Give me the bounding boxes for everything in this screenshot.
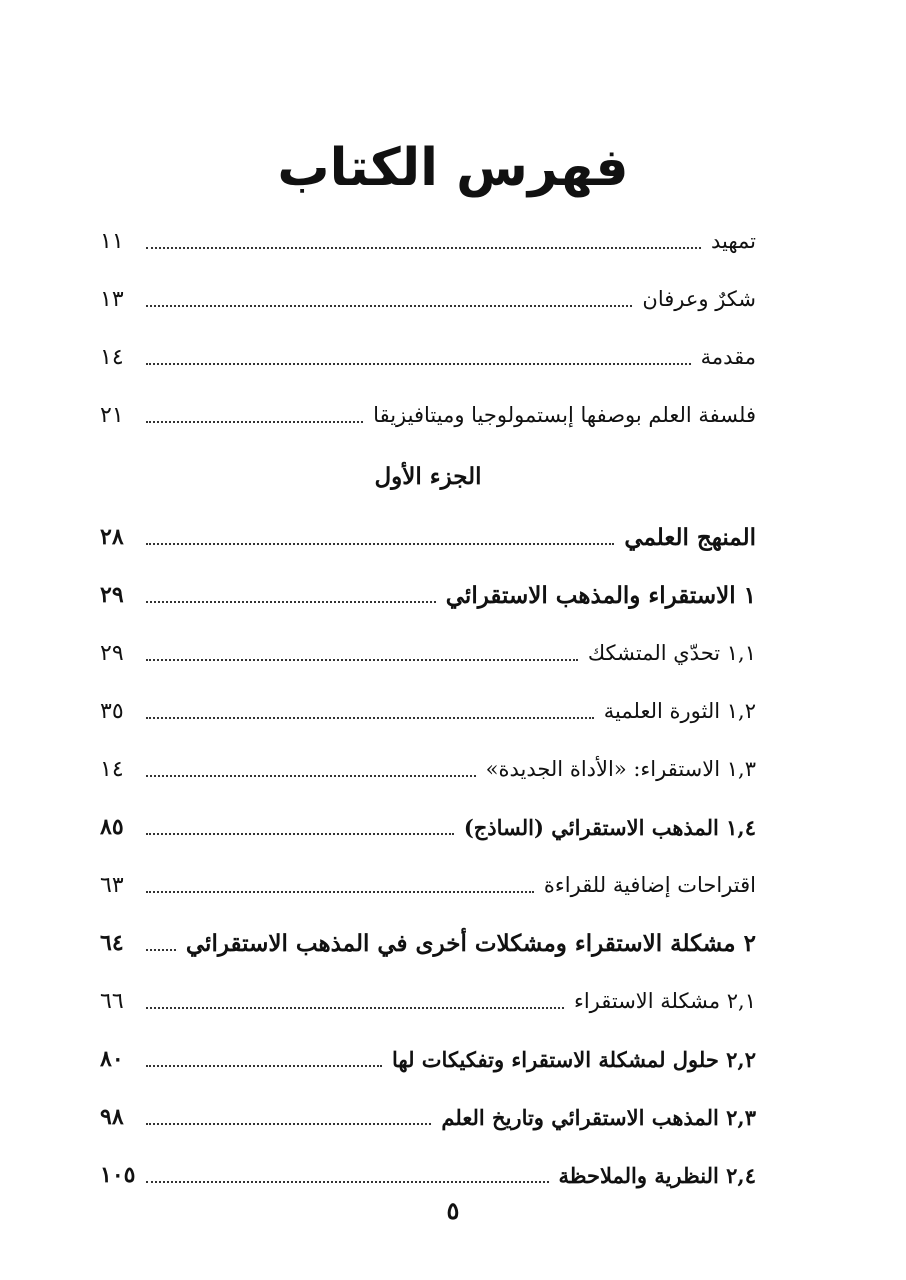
toc-entry-label: اقتراحات إضافية للقراءة: [543, 873, 756, 897]
toc-entry-section-1-3[interactable]: [100, 740, 756, 798]
toc-entry-label: ٢,٣ المذهب الاستقرائي وتاريخ العلم: [441, 1104, 756, 1130]
toc-entry-scientific-method[interactable]: [100, 508, 756, 566]
dot-leader: [146, 1181, 549, 1183]
toc-entry-label: ٢,٤ النظرية والملاحظة: [558, 1162, 756, 1188]
toc-entry-label: ١,١ تحدّي المتشكك: [587, 641, 756, 665]
toc-entry-page: ٦٤: [100, 930, 124, 956]
dot-leader: [146, 891, 534, 893]
toc-entry-label: مقدمة: [700, 345, 756, 369]
toc-entry-page: ١٠٥: [100, 1162, 136, 1188]
toc-entry-further-reading[interactable]: [100, 856, 756, 914]
toc-entry-label: شكرٌ وعرفان: [642, 287, 756, 311]
toc-entry-page: ٢٩: [100, 640, 124, 666]
toc-entry-section-1-4[interactable]: [100, 798, 756, 856]
toc-entry-label: ١,٢ الثورة العلمية: [603, 699, 756, 723]
toc-entry-acknowledgements[interactable]: [100, 270, 756, 328]
toc-entry-section-2-3[interactable]: [100, 1088, 756, 1146]
toc-entry-page: ٦٦: [100, 988, 124, 1014]
toc-entry-label: تمهيد: [710, 229, 756, 253]
table-of-contents: [100, 212, 756, 1204]
toc-entry-section-2-1[interactable]: [100, 972, 756, 1030]
toc-entry-label: ٢ مشكلة الاستقراء ومشكلات أخرى في المذهب الاستقرائي: [185, 929, 756, 957]
dot-leader: [146, 717, 594, 719]
toc-entry-page: ٢٨: [100, 524, 124, 550]
toc-entry-section-2-2[interactable]: [100, 1030, 756, 1088]
toc-entry-page: ١٤: [100, 756, 124, 782]
toc-entry-page: ١١: [100, 228, 124, 254]
dot-leader: [146, 1007, 564, 1009]
toc-entry-preface[interactable]: [100, 212, 756, 270]
dot-leader: [146, 421, 363, 423]
toc-entry-page: ٢١: [100, 402, 124, 428]
toc-entry-page: ٨٠: [100, 1046, 124, 1072]
dot-leader: [146, 601, 436, 603]
toc-entry-label: ٢,١ مشكلة الاستقراء: [573, 989, 756, 1013]
toc-entry-section-1-1[interactable]: [100, 624, 756, 682]
toc-entry-page: ١٣: [100, 286, 124, 312]
dot-leader: [146, 543, 614, 545]
toc-entry-chapter-2[interactable]: [100, 914, 756, 972]
toc-entry-introduction[interactable]: [100, 328, 756, 386]
toc-entry-page: ٩٨: [100, 1104, 124, 1130]
dot-leader: [146, 659, 578, 661]
toc-entry-section-1-2[interactable]: [100, 682, 756, 740]
toc-entry-page: ١٤: [100, 344, 124, 370]
dot-leader: [146, 949, 176, 951]
toc-entry-page: ٨٥: [100, 814, 124, 840]
dot-leader: [146, 305, 632, 307]
part-heading: الجزء الأول: [374, 462, 482, 490]
toc-entry-label: ١,٣ الاستقراء: «الأداة الجديدة»: [485, 757, 756, 781]
toc-entry-label: ١ الاستقراء والمذهب الاستقرائي: [445, 581, 756, 609]
page-title: فهرس الكتاب: [277, 138, 629, 198]
toc-entry-label: ٢,٢ حلول لمشكلة الاستقراء وتفكيكات لها: [392, 1046, 756, 1072]
toc-entry-page: ٣٥: [100, 698, 124, 724]
toc-entry-label: المنهج العلمي: [624, 523, 756, 551]
dot-leader: [146, 1065, 382, 1067]
toc-entry-label: فلسفة العلم بوصفها إبستمولوجيا وميتافيزيقا: [373, 403, 756, 427]
dot-leader: [146, 363, 691, 365]
toc-entry-page: ٢٩: [100, 582, 124, 608]
dot-leader: [146, 833, 454, 835]
toc-entry-label: ١,٤ المذهب الاستقرائي (الساذج): [463, 814, 756, 840]
toc-entry-chapter-1[interactable]: [100, 566, 756, 624]
dot-leader: [146, 775, 476, 777]
page-number: ٥: [446, 1196, 460, 1225]
dot-leader: [146, 1123, 431, 1125]
toc-entry-page: ٦٣: [100, 872, 124, 898]
toc-entry-philosophy-of-science[interactable]: [100, 386, 756, 444]
dot-leader: [146, 247, 701, 249]
